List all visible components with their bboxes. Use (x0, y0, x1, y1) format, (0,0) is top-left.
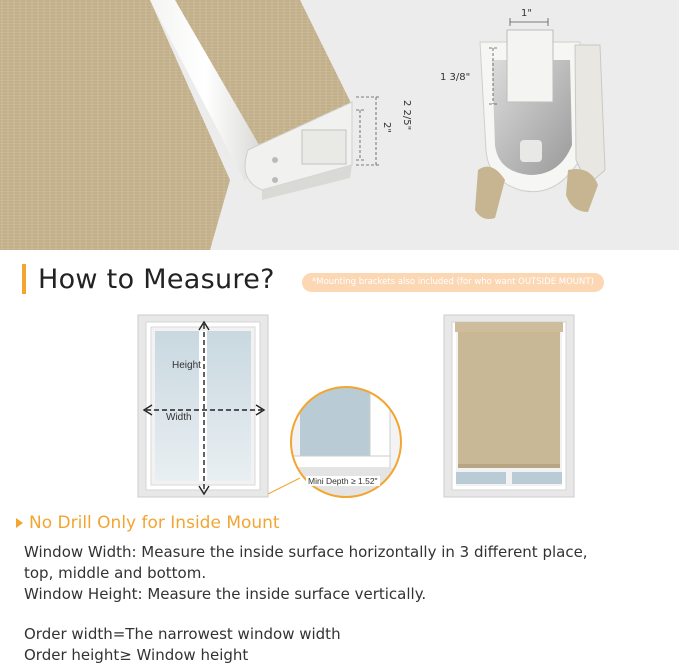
instruction-line: Order height≥ Window height (24, 646, 249, 664)
roller-shade-illustration (0, 0, 679, 250)
bracket-height-dimension: 1 3/8" (440, 72, 471, 83)
inside-mount-title: No Drill Only for Inside Mount (29, 513, 280, 533)
page-title: How to Measure? (38, 263, 275, 295)
mounting-note-text: *Mounting brackets also included (for who want OUTSIDE MOUNT) (312, 277, 594, 287)
width-label: Width (166, 412, 192, 423)
instruction-line: top, middle and bottom. (24, 564, 207, 582)
inside-mount-heading (16, 513, 280, 533)
mini-depth-label: Mini Depth ≥ 1.52" (308, 476, 378, 486)
outer-height-dimension: 2 2/5" (401, 100, 412, 131)
accent-bar (22, 264, 26, 294)
instruction-line: Order width=The narrowest window width (24, 625, 341, 643)
mounting-note-badge (302, 273, 604, 292)
product-photo-band (0, 0, 679, 250)
instruction-line: Window Height: Measure the inside surface vertically. (24, 585, 427, 603)
triangle-bullet-icon (16, 518, 23, 528)
inner-height-dimension: 2" (381, 122, 392, 133)
instruction-line: Window Width: Measure the inside surface horizontally in 3 different place, (24, 543, 588, 561)
measure-diagram (0, 300, 679, 510)
bracket-width-dimension: 1" (521, 8, 532, 19)
height-label: Height (172, 360, 201, 371)
section-heading (22, 262, 275, 296)
